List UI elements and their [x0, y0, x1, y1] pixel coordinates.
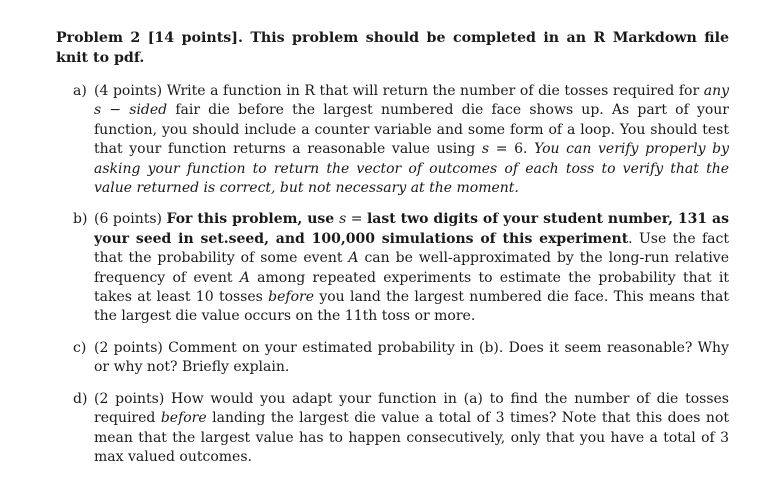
part-body: [94, 390, 729, 468]
text-segment: before: [268, 289, 315, 306]
part-b: [56, 210, 729, 326]
text-segment: A: [348, 250, 359, 267]
part-label: c): [73, 339, 87, 356]
text-segment: landing the largest die value a total of 3 times? Note that this does not mean that the largest value has to happen consecutively, only that you have a total of 3 max valued outcomes.: [94, 410, 729, 465]
part-c: [56, 339, 729, 378]
text-segment: For this problem, use: [166, 211, 340, 228]
part-label: a): [73, 83, 87, 99]
text-segment: fair die before the largest numbered die face shows up. As part of your function, you should include a counter variable and some form of a loop. You should test that your function returns a reasonable value using: [94, 102, 729, 158]
text-segment: s: [339, 211, 347, 228]
part-label: b): [73, 211, 88, 228]
part-body: [94, 210, 729, 326]
text-segment: You can verify properly by asking your function to return the vector of outcomes of each toss to verify that the value returned is correct, but not necessary at the moment.: [94, 141, 729, 197]
text-segment: A: [239, 269, 250, 286]
text-segment: last two digits of your student number, 131 as your seed in set.seed, and 100,000 simulations of this experiment: [94, 211, 729, 247]
text-segment: you land the largest numbered die face. This means that the largest die value occurs on the 11th toss or more.: [94, 289, 730, 325]
text-segment: can be well-approximated by the long-run relative frequency of event: [94, 250, 729, 286]
part-body: [94, 82, 729, 198]
text-segment: (6 points): [94, 211, 167, 228]
text-segment: =: [346, 211, 367, 228]
parts-list: [56, 82, 729, 467]
text-segment: . Use the fact that the probability of some event: [94, 230, 729, 267]
text-segment: (2 points) How would you adapt your function in (a) to find the number of die tosses required: [94, 390, 729, 427]
text-segment: s: [481, 141, 490, 158]
text-segment: among repeated experiments to estimate the probability that it takes at least 10 tosses: [94, 269, 729, 306]
part-body: [94, 339, 729, 378]
text-segment: (4 points) Write a function in R that will return the number of die tosses required for: [94, 83, 704, 99]
part-a: [56, 82, 729, 198]
text-segment: any s − sided: [94, 83, 729, 119]
problem-title: Problem 2 [14 points]. This problem should be completed in an R Markdown file knit to pdf.: [56, 30, 729, 66]
text-segment: (2 points) Comment on your estimated probability in (b). Does it seem reasonable? Why or why not? Briefly explain.: [94, 339, 729, 376]
text-segment: before: [160, 410, 207, 427]
text-segment: = 6.: [489, 141, 535, 158]
part-label: d): [73, 390, 88, 407]
part-d: [56, 390, 729, 468]
